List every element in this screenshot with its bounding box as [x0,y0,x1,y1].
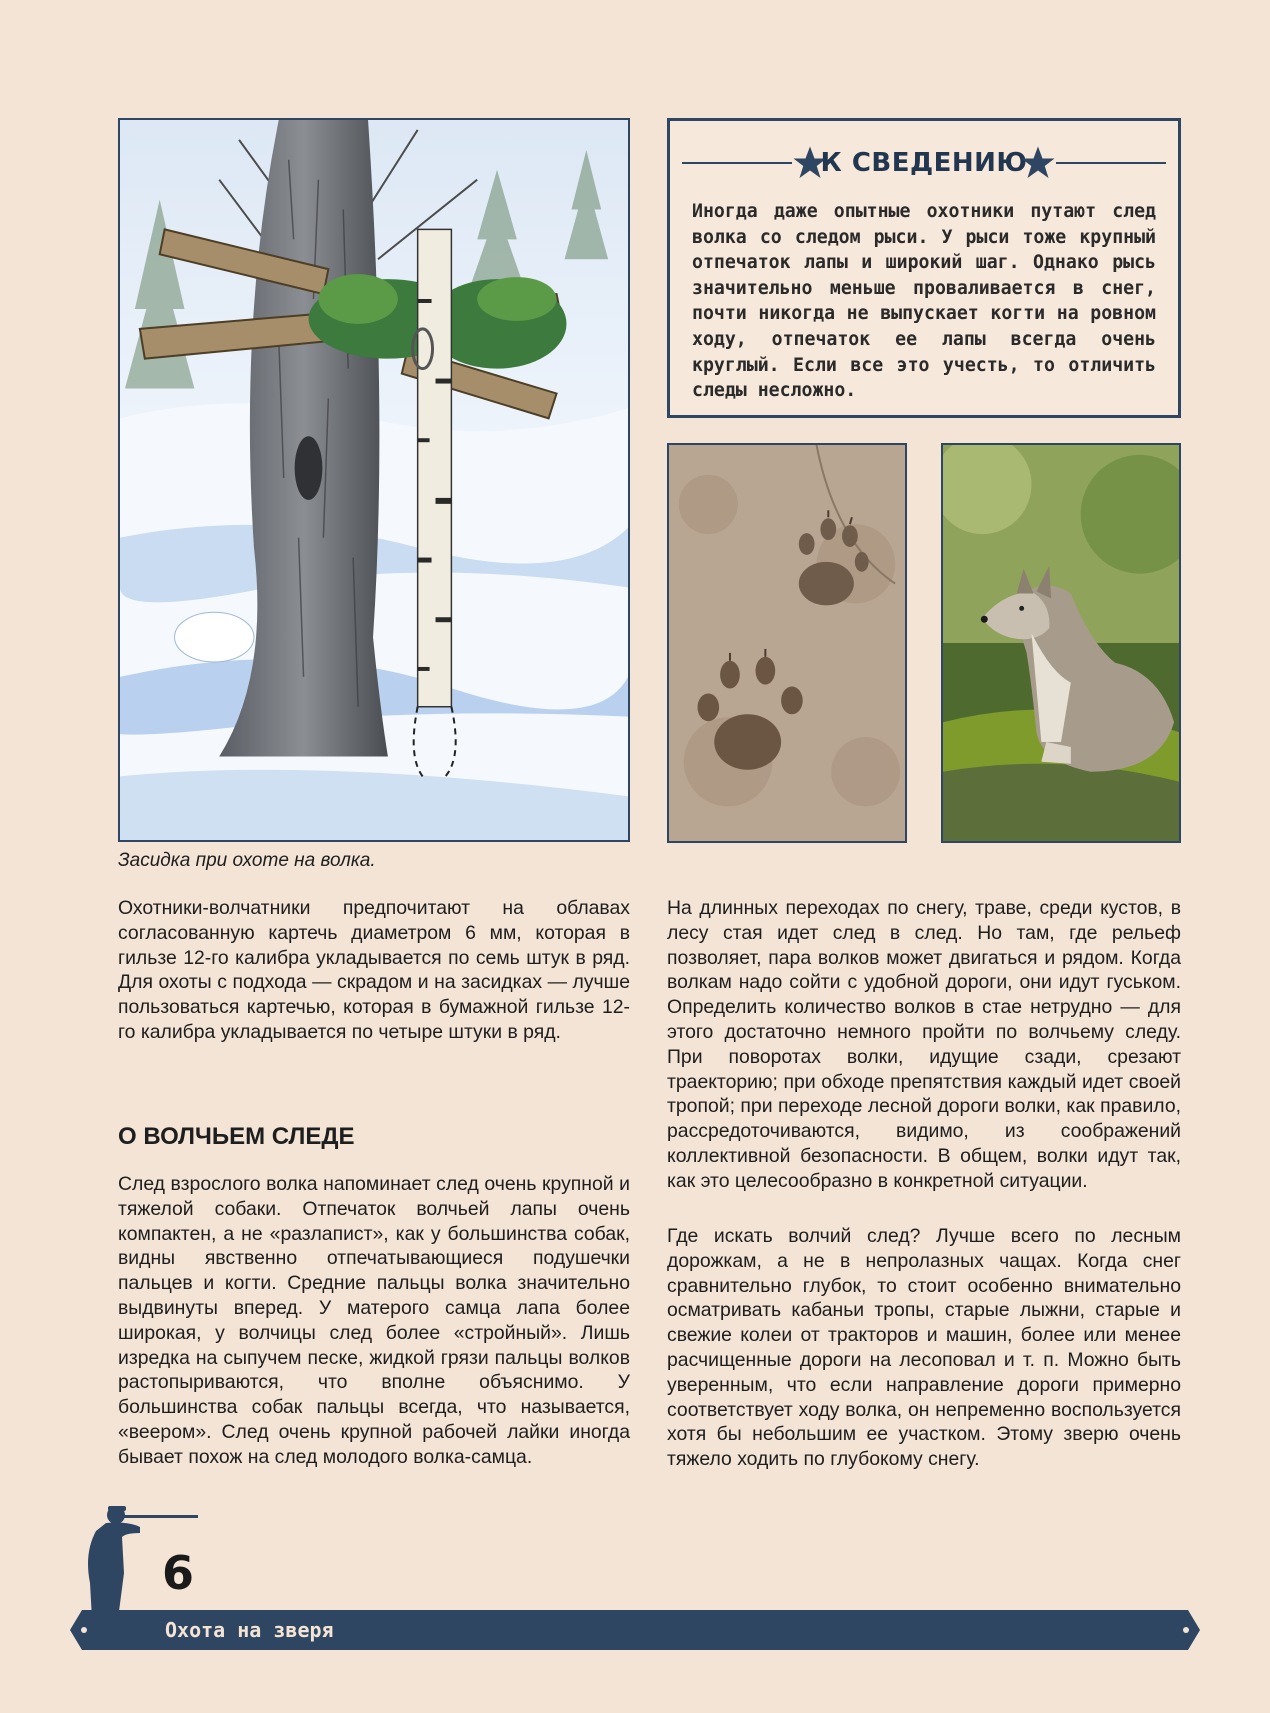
page-number: 6 [162,1546,195,1600]
info-box-text: Иногда даже опытные охотники путают след волка со следом рыси. У рыси тоже крупный отпечаток лапы и широкий шаг. Однако рысь значительно меньше проваливается в снег, почти никогда не выпускает когти на ровном ходу, отпечаток ее лапы всегда очень круглый. Если все это учесть, то отличить следы несложно. [692,201,1156,402]
right-paragraph-1: На длинных переходах по снегу, траве, среди кустов, в лесу стая идет след в след. Но там, где рельеф позволяет, пара волков может двигаться и рядом. Когда волкам надо сойти с удобной дороги, они идут гуськом. Определить количество волков в стае нетрудно — для этого достаточно немного пройти по волчьему следу. При поворотах волки, идущие сзади, срезают траекторию; при обходе препятствия каждый идет своей тропой; при переходе лесной дороги волки, как правило, рассредоточиваются, видимо, из соображений коллективной безопасности. В общем, волки идут так, как это целесообразно в конкретной ситуации. [667,897,1181,1192]
right-paragraph-2: Где искать волчий след? Лучше всего по лесным дорожкам, а не в непролазных чащах. Когда снег сравнительно глубок, то стоит особенно внимательно осматривать кабаньи тропы, старые лыжни, старые и свежие колеи от тракторов и машин, более или менее расчищенные дороги на лесоповал и т. п. Можно быть уверенным, что если направление дороги примерно соответствует ходу волка, он непременно воспользуется хотя бы небольшим ее участком. Этому зверю очень тяжело ходить по глубокому снегу. [667,1225,1181,1471]
illustration-hunting-stand [118,118,630,842]
info-box-title: К СВЕДЕНИЮ [820,148,1028,178]
section-heading: О ВОЛЧЬЕМ СЛЕДЕ [118,1123,355,1150]
photo-wolf [941,443,1181,843]
left-paragraph-2: След взрослого волка напоминает след очень крупной и тяжелой собаки. Отпечаток волчьей лапы очень компактен, а не «разлапист», как у большинства собак, видны явственно отпечатывающиеся подушечки пальцев и когти. Средние пальцы волка значительно выдвинуты вперед. У матерого самца лапа более широкая, у волчицы след более «стройный». Лишь изредка на сыпучем песке, жидкой грязи пальцы волков растопыриваются, что вполне объяснимо. У большинства собак пальцы всегда, что называется, «веером». След очень крупной рабочей лайки иногда бывает похож на след молодого волка-самца. [118,1173,630,1468]
star-icon [1020,145,1056,181]
illustration-caption: Засидка при охоте на волка. [118,850,376,871]
footer-section-title: Охота на зверя [165,1618,334,1642]
left-paragraph-1: Охотники-волчатники предпочитают на облавах согласованную картечь диаметром 6 мм, которая в гильзе 12-го калибра укладывается по семь штук в ряд. Для охоты с подхода — скрадом и на засидках — лучше пользоваться картечью, которая в бумажной гильзе 12-го калибра укладывается по четыре штуки в ряд. [118,897,630,1043]
divider [1056,162,1166,164]
info-box-header [670,143,1178,183]
photo-wolf-paw-track [667,443,907,843]
info-box [667,118,1181,418]
